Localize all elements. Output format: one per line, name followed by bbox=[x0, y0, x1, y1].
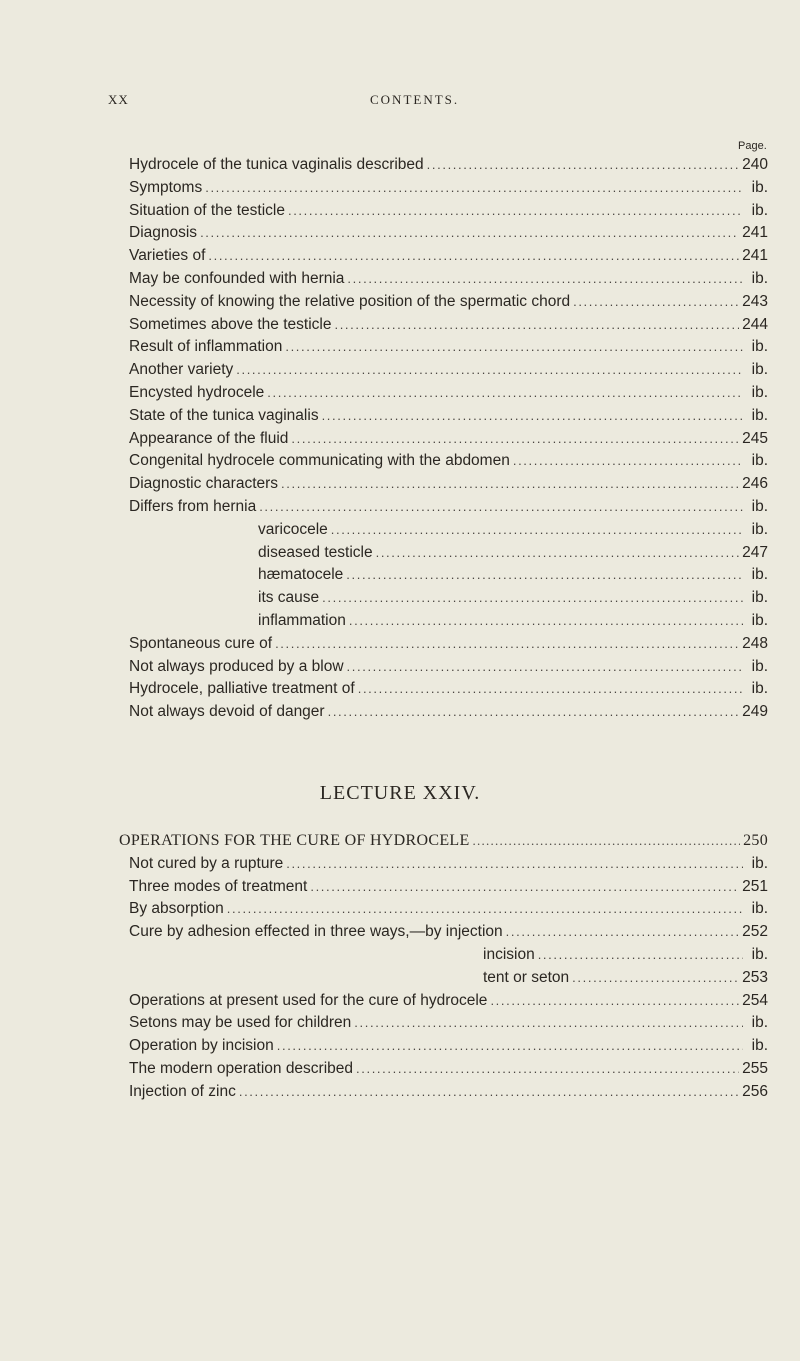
contents-entry bbox=[129, 359, 768, 382]
entry-title: Cure by adhesion effected in three ways,—by injection bbox=[129, 923, 503, 941]
entry-title: Necessity of knowing the relative position of the spermatic chord bbox=[129, 292, 571, 310]
dot-leader bbox=[322, 405, 743, 428]
entry-page-number: ib. bbox=[751, 178, 768, 196]
entry-title: Appearance of the fluid bbox=[129, 429, 289, 447]
contents-entry bbox=[129, 382, 768, 405]
dot-leader bbox=[573, 291, 739, 314]
entry-title: Symptoms bbox=[129, 178, 203, 196]
dot-leader bbox=[513, 450, 743, 473]
contents-entry bbox=[129, 245, 768, 268]
contents-entry bbox=[129, 876, 768, 899]
entry-title: Diagnosis bbox=[129, 224, 198, 242]
contents-list-lecture-xxiv bbox=[119, 830, 768, 1104]
dot-leader bbox=[208, 245, 739, 268]
contents-entry bbox=[129, 336, 768, 359]
contents-entry bbox=[129, 610, 768, 633]
entry-title: Injection of zinc bbox=[129, 1082, 236, 1100]
entry-page-number: 251 bbox=[742, 877, 768, 895]
entry-page-number: 255 bbox=[742, 1059, 768, 1077]
entry-title: May be confounded with hernia bbox=[129, 269, 345, 287]
dot-leader bbox=[200, 222, 739, 245]
entry-title: Spontaneous cure of bbox=[129, 634, 273, 652]
contents-entry bbox=[129, 450, 768, 473]
dot-leader bbox=[356, 1058, 739, 1081]
dot-leader bbox=[328, 701, 740, 724]
dot-leader bbox=[572, 967, 739, 990]
entry-title: Not always devoid of danger bbox=[129, 703, 325, 721]
entry-title: State of the tunica vaginalis bbox=[129, 406, 319, 424]
contents-entry bbox=[129, 633, 768, 656]
contents-entry bbox=[129, 990, 768, 1013]
entry-title: Result of inflammation bbox=[129, 338, 283, 356]
contents-entry bbox=[129, 222, 768, 245]
dot-leader bbox=[322, 587, 743, 610]
entry-page-number: 244 bbox=[742, 315, 768, 333]
contents-entry bbox=[129, 496, 768, 519]
entry-page-number: 247 bbox=[742, 543, 768, 561]
entry-page-number: ib. bbox=[751, 201, 768, 219]
contents-entry bbox=[129, 291, 768, 314]
dot-leader bbox=[349, 610, 743, 633]
dot-leader bbox=[347, 268, 743, 291]
entry-title: Not always produced by a blow bbox=[129, 657, 344, 675]
entry-page-number: 253 bbox=[742, 968, 768, 986]
entry-page-number: 252 bbox=[742, 923, 768, 941]
dot-leader bbox=[236, 359, 743, 382]
dot-leader bbox=[259, 496, 743, 519]
lecture-heading: LECTURE XXIV. bbox=[319, 782, 481, 804]
entry-page-number: ib. bbox=[751, 1037, 768, 1055]
dot-leader bbox=[354, 1012, 743, 1035]
entry-page-number: ib. bbox=[751, 269, 768, 287]
entry-page-number: ib. bbox=[751, 497, 768, 515]
entry-title: Operation by incision bbox=[129, 1037, 274, 1055]
contents-entry bbox=[129, 473, 768, 496]
entry-title: varicocele bbox=[258, 520, 328, 538]
entry-title: Varieties of bbox=[129, 247, 206, 265]
contents-entry bbox=[129, 853, 768, 876]
contents-entry bbox=[129, 268, 768, 291]
entry-page-number: ib. bbox=[751, 338, 768, 356]
contents-entry bbox=[119, 830, 768, 853]
contents-entry bbox=[129, 944, 768, 967]
contents-entry bbox=[129, 587, 768, 610]
contents-entry bbox=[129, 967, 768, 990]
entry-page-number: ib. bbox=[751, 566, 768, 584]
entry-page-number: ib. bbox=[751, 589, 768, 607]
entry-title: OPERATIONS FOR THE CURE OF HYDROCELE bbox=[119, 832, 470, 849]
contents-entry bbox=[129, 656, 768, 679]
entry-page-number: ib. bbox=[751, 900, 768, 918]
contents-entry bbox=[129, 405, 768, 428]
dot-leader bbox=[376, 542, 740, 565]
page-folio: XX bbox=[108, 92, 129, 107]
dot-leader bbox=[281, 473, 739, 496]
dot-leader bbox=[227, 898, 743, 921]
entry-page-number: 240 bbox=[742, 156, 768, 173]
contents-entry bbox=[129, 542, 768, 565]
page-column-label: Page. bbox=[738, 140, 767, 152]
entry-page-number: ib. bbox=[751, 657, 768, 675]
dot-leader bbox=[310, 876, 739, 899]
contents-entry bbox=[129, 1012, 768, 1035]
dot-leader bbox=[538, 944, 743, 967]
entry-title: Hydrocele, palliative treatment of bbox=[129, 680, 355, 698]
entry-page-number: ib. bbox=[751, 854, 768, 872]
dot-leader bbox=[346, 564, 743, 587]
entry-page-number: 250 bbox=[743, 832, 768, 849]
entry-page-number: 246 bbox=[742, 475, 768, 493]
entry-title: diseased testicle bbox=[258, 543, 373, 561]
dot-leader bbox=[277, 1035, 743, 1058]
entry-title: Three modes of treatment bbox=[129, 877, 308, 895]
entry-title: hæmatocele bbox=[258, 566, 344, 584]
entry-title: incision bbox=[483, 945, 535, 963]
contents-entry bbox=[129, 921, 768, 944]
entry-title: Setons may be used for children bbox=[129, 1014, 352, 1032]
entry-page-number: ib. bbox=[751, 1014, 768, 1032]
contents-list-lecture-xxiii bbox=[129, 154, 768, 724]
entry-page-number: ib. bbox=[751, 383, 768, 401]
dot-leader bbox=[331, 519, 743, 542]
entry-page-number: ib. bbox=[751, 361, 768, 379]
dot-leader bbox=[285, 336, 743, 359]
entry-page-number: ib. bbox=[751, 452, 768, 470]
entry-title: Hydrocele of the tunica vaginalis described bbox=[129, 156, 424, 173]
entry-page-number: 241 bbox=[742, 224, 768, 242]
dot-leader bbox=[490, 990, 739, 1013]
dot-leader bbox=[288, 200, 743, 223]
entry-page-number: 243 bbox=[742, 292, 768, 310]
entry-page-number: 241 bbox=[742, 247, 768, 265]
dot-leader bbox=[275, 633, 739, 656]
contents-entry bbox=[129, 314, 768, 337]
dot-leader bbox=[286, 853, 743, 876]
entry-page-number: 249 bbox=[742, 703, 768, 721]
dot-leader bbox=[334, 314, 739, 337]
contents-entry bbox=[129, 1058, 768, 1081]
running-title: CONTENTS. bbox=[370, 92, 460, 107]
dot-leader bbox=[239, 1081, 739, 1104]
entry-page-number: ib. bbox=[751, 611, 768, 629]
entry-title: Encysted hydrocele bbox=[129, 383, 265, 401]
dot-leader bbox=[427, 154, 739, 177]
contents-entry bbox=[129, 701, 768, 724]
entry-title: Another variety bbox=[129, 361, 234, 379]
dot-leader bbox=[205, 177, 743, 200]
contents-entry bbox=[129, 1081, 768, 1104]
contents-entry bbox=[129, 177, 768, 200]
entry-title: Not cured by a rupture bbox=[129, 854, 284, 872]
entry-title: Differs from hernia bbox=[129, 497, 257, 515]
contents-entry bbox=[129, 678, 768, 701]
entry-title: inflammation bbox=[258, 611, 346, 629]
entry-page-number: 248 bbox=[742, 634, 768, 652]
contents-entry bbox=[129, 1035, 768, 1058]
entry-title: Sometimes above the testicle bbox=[129, 315, 332, 333]
contents-entry bbox=[129, 564, 768, 587]
entry-title: tent or seton bbox=[483, 968, 570, 986]
entry-page-number: ib. bbox=[751, 945, 768, 963]
entry-page-number: 245 bbox=[742, 429, 768, 447]
entry-page-number: ib. bbox=[751, 680, 768, 698]
entry-page-number: 256 bbox=[742, 1082, 768, 1100]
entry-page-number: ib. bbox=[751, 520, 768, 538]
dot-leader bbox=[473, 830, 741, 853]
entry-page-number: ib. bbox=[751, 406, 768, 424]
contents-entry bbox=[129, 200, 768, 223]
dot-leader bbox=[506, 921, 739, 944]
entry-page-number: 254 bbox=[742, 991, 768, 1009]
entry-title: The modern operation described bbox=[129, 1059, 354, 1077]
contents-entry bbox=[129, 428, 768, 451]
contents-entry bbox=[129, 154, 768, 177]
dot-leader bbox=[291, 428, 739, 451]
dot-leader bbox=[347, 656, 743, 679]
running-head bbox=[0, 92, 800, 112]
dot-leader bbox=[358, 678, 743, 701]
entry-title: Congenital hydrocele communicating with the abdomen bbox=[129, 452, 510, 470]
contents-entry bbox=[129, 519, 768, 542]
entry-title: its cause bbox=[258, 589, 320, 607]
dot-leader bbox=[267, 382, 743, 405]
entry-title: By absorption bbox=[129, 900, 224, 918]
entry-title: Diagnostic characters bbox=[129, 475, 279, 493]
entry-title: Operations at present used for the cure of hydrocele bbox=[129, 991, 488, 1009]
contents-entry bbox=[129, 898, 768, 921]
entry-title: Situation of the testicle bbox=[129, 201, 285, 219]
